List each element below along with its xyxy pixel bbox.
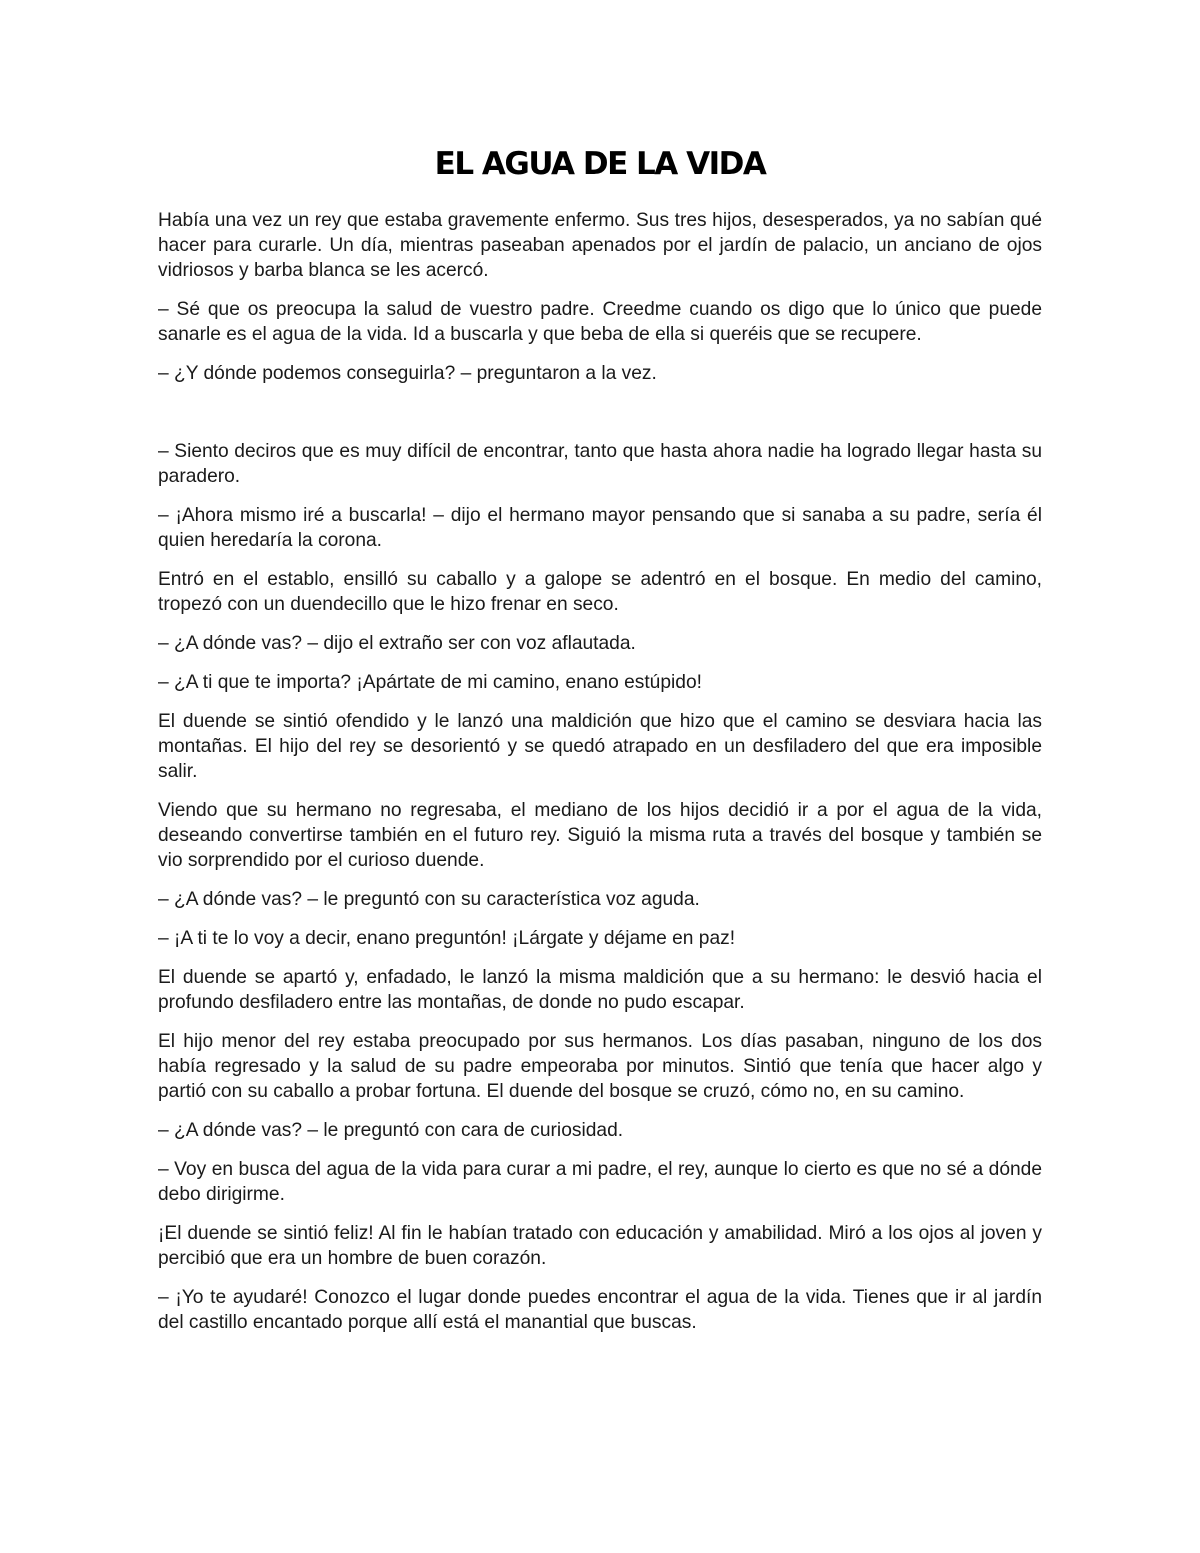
paragraph: – Siento deciros que es muy difícil de encontrar, tanto que hasta ahora nadie ha logrado llegar hasta su paradero. bbox=[158, 441, 1042, 487]
paragraph: – ¿A dónde vas? – le preguntó con su característica voz aguda. bbox=[158, 889, 700, 910]
paragraph: – ¿A ti que te importa? ¡Apártate de mi camino, enano estúpido! bbox=[158, 672, 702, 693]
paragraph: – ¡A ti te lo voy a decir, enano preguntón! ¡Lárgate y déjame en paz! bbox=[158, 928, 736, 949]
paragraph: El duende se apartó y, enfadado, le lanzó la misma maldición que a su hermano: le desvió hacia el profundo desfiladero entre las montañas, de donde no pudo escapar. bbox=[158, 967, 1042, 1013]
paragraph: ¡El duende se sintió feliz! Al fin le habían tratado con educación y amabilidad. Miró a los ojos al joven y percibió que era un hombre de buen corazón. bbox=[158, 1223, 1042, 1269]
document-body bbox=[158, 208, 1042, 1349]
document-title: EL AGUA DE LA VIDA bbox=[434, 146, 766, 182]
paragraph: El hijo menor del rey estaba preocupado por sus hermanos. Los días pasaban, ninguno de los dos había regresado y la salud de su padre empeoraba por minutos. Sintió que tenía que hacer algo y partió con su caballo a probar fortuna. El duende del bosque se cruzó, cómo no, en su camino. bbox=[158, 1031, 1042, 1102]
paragraph: – ¡Ahora mismo iré a buscarla! – dijo el hermano mayor pensando que si sanaba a su padre, sería él quien heredaría la corona. bbox=[158, 505, 1042, 551]
paragraph: – Voy en busca del agua de la vida para curar a mi padre, el rey, aunque lo cierto es que no sé a dónde debo dirigirme. bbox=[158, 1159, 1042, 1205]
paragraph: – Sé que os preocupa la salud de vuestro padre. Creedme cuando os digo que lo único que puede sanarle es el agua de la vida. Id a buscarla y que beba de ella si queréis que se recupere. bbox=[158, 299, 1042, 345]
paragraph: – ¿A dónde vas? – dijo el extraño ser con voz aflautada. bbox=[158, 633, 636, 654]
paragraph: Entró en el establo, ensilló su caballo y a galope se adentró en el bosque. En medio del camino, tropezó con un duendecillo que le hizo frenar en seco. bbox=[158, 569, 1042, 615]
paragraph: – ¡Yo te ayudaré! Conozco el lugar donde puedes encontrar el agua de la vida. Tienes que ir al jardín del castillo encantado porque allí está el manantial que buscas. bbox=[158, 1287, 1042, 1333]
paragraph: El duende se sintió ofendido y le lanzó una maldición que hizo que el camino se desviara hacia las montañas. El hijo del rey se desorientó y se quedó atrapado en un desfiladero del que era imposible salir. bbox=[158, 711, 1042, 782]
paragraph: Había una vez un rey que estaba gravemente enfermo. Sus tres hijos, desesperados, ya no sabían qué hacer para curarle. Un día, mientras paseaban apenados por el jardín de palacio, un anciano de ojos vidriosos y barba blanca se les acercó. bbox=[158, 210, 1042, 281]
paragraph: – ¿A dónde vas? – le preguntó con cara de curiosidad. bbox=[158, 1120, 624, 1141]
paragraph: – ¿Y dónde podemos conseguirla? – preguntaron a la vez. bbox=[158, 363, 657, 384]
empty-paragraph bbox=[158, 400, 1042, 439]
paragraph: Viendo que su hermano no regresaba, el mediano de los hijos decidió ir a por el agua de la vida, deseando convertirse también en el futuro rey. Siguió la misma ruta a través del bosque y también se vio sorprendido por el curioso duende. bbox=[158, 800, 1042, 871]
